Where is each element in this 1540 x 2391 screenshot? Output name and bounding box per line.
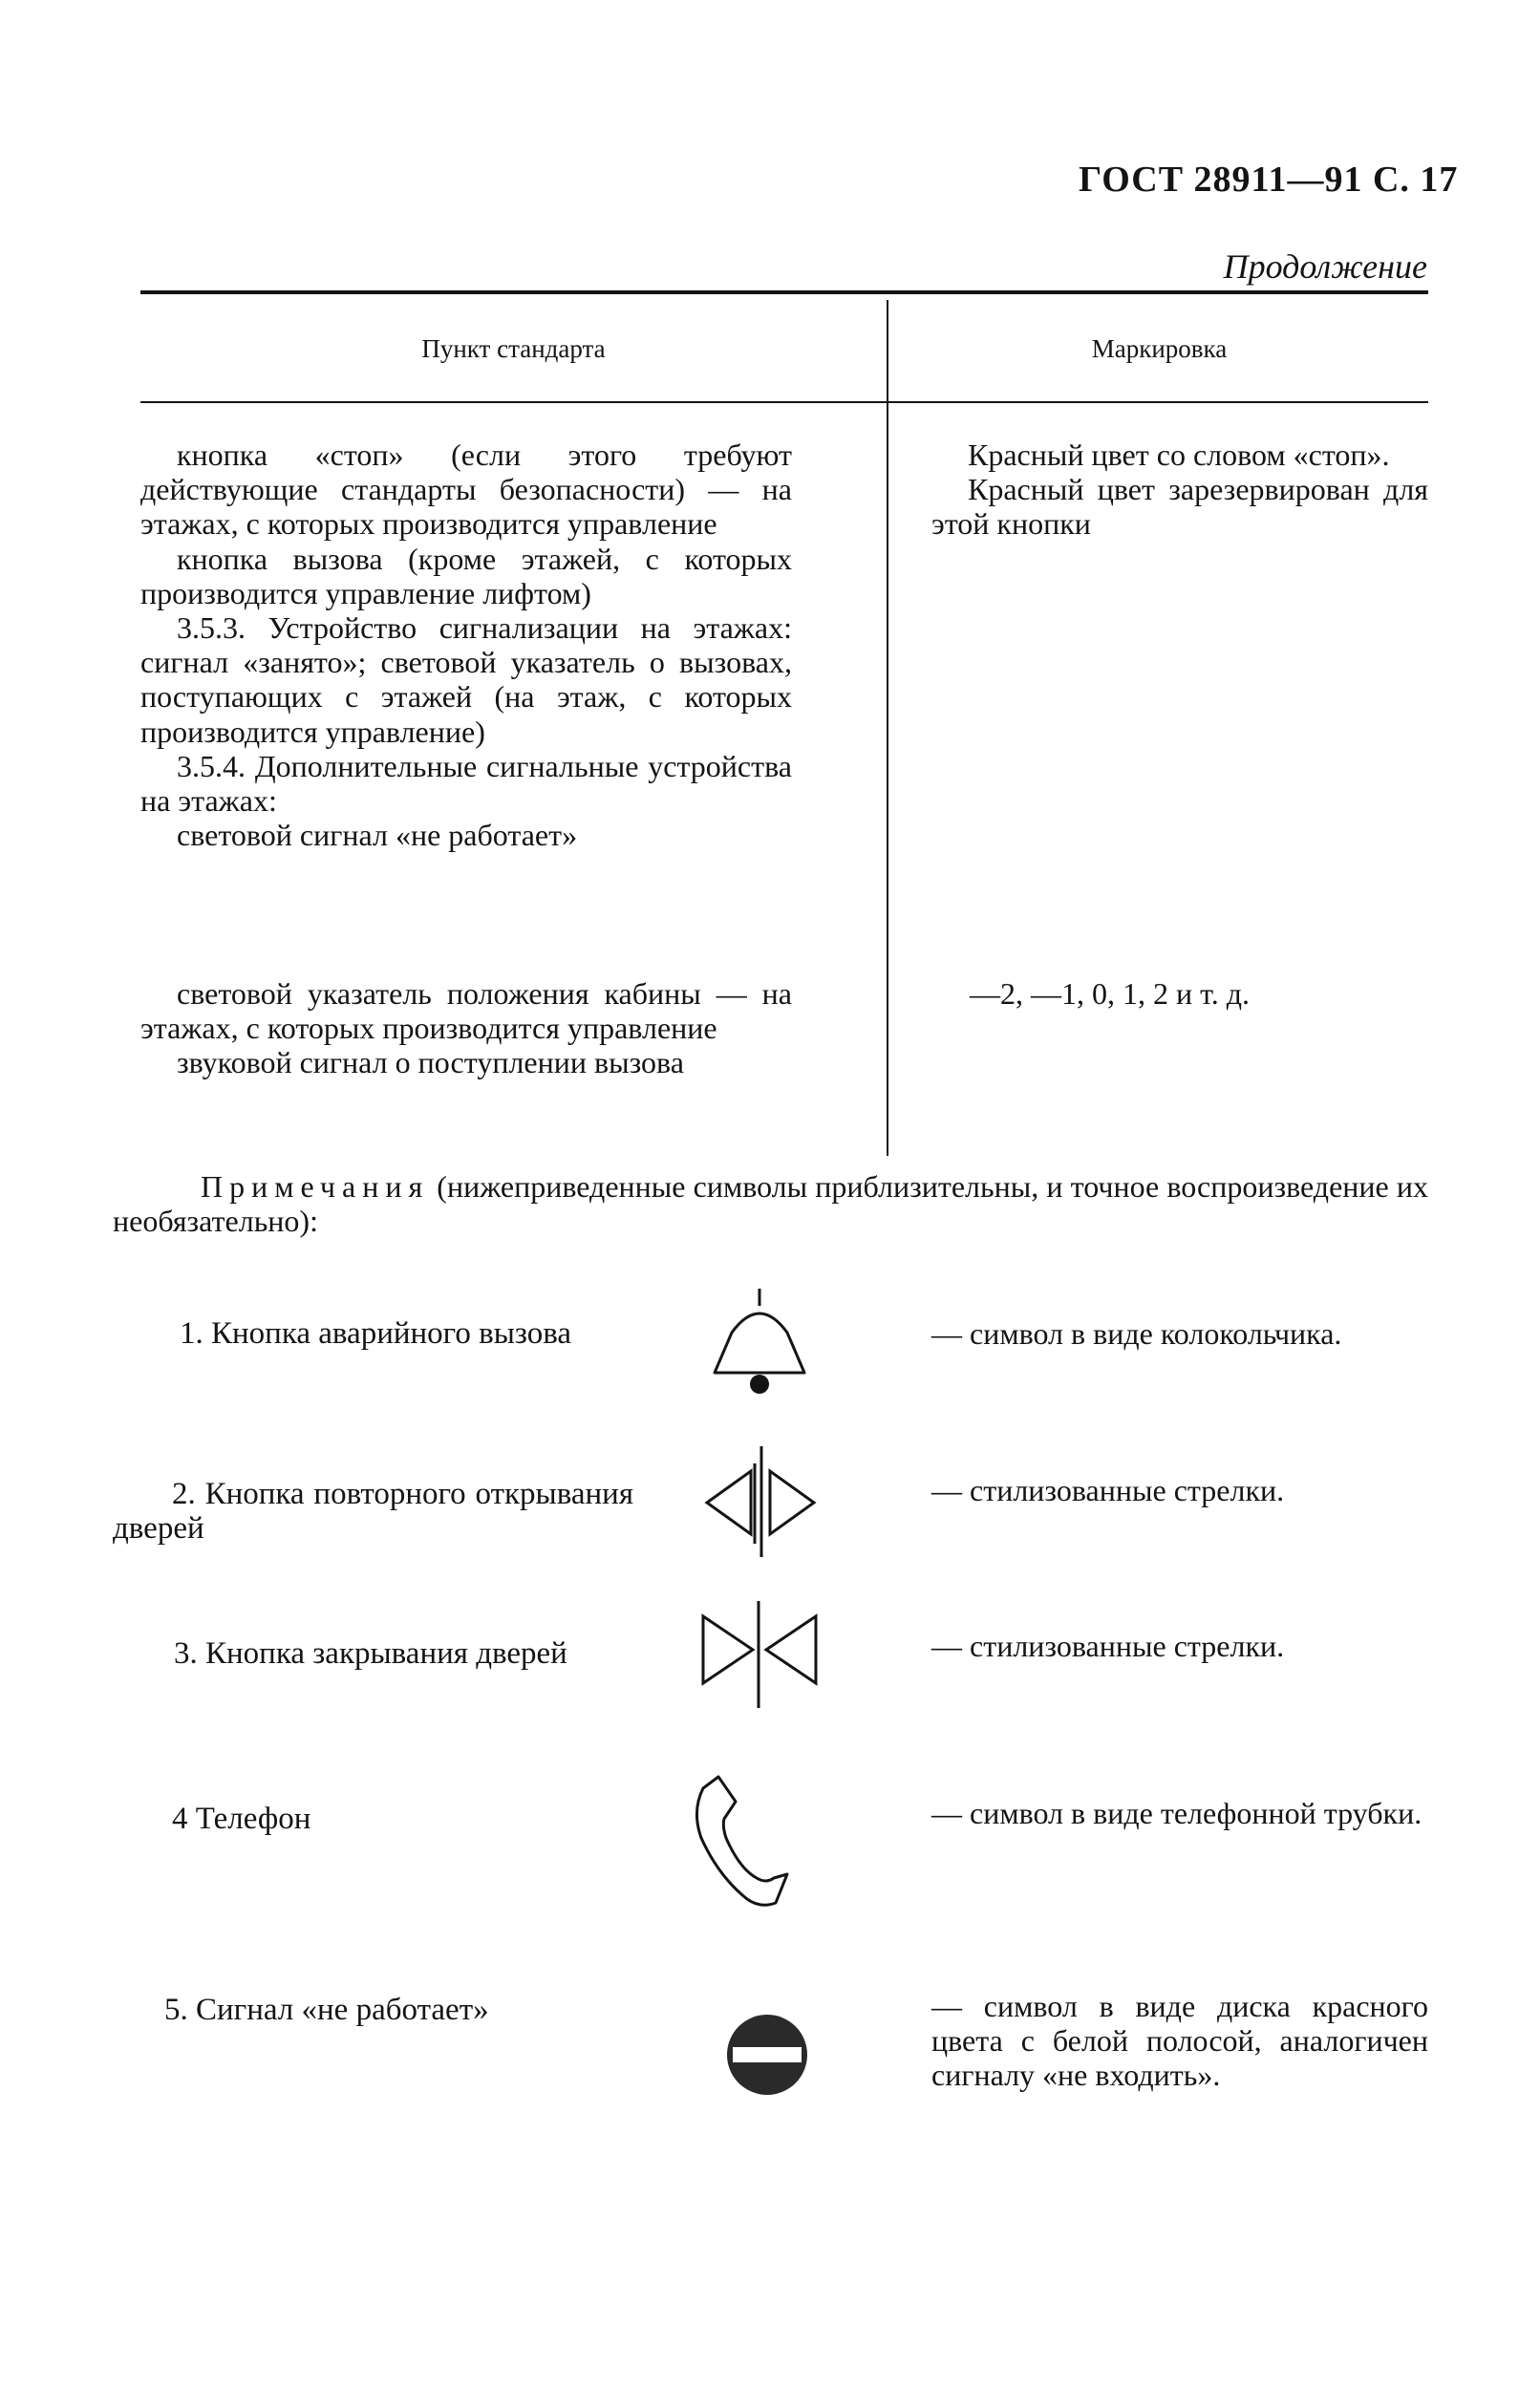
left-column bbox=[140, 438, 792, 852]
note-5-desc: — символ в виде диска красного цвета с белой полосой, аналогичен сигналу «не входить». bbox=[931, 1989, 1428, 2093]
note-4-desc: — символ в виде телефонной трубки. bbox=[931, 1796, 1422, 1830]
marking-floor-numbers: —2, —1, 0, 1, 2 и т. д. bbox=[970, 976, 1250, 1011]
note-3-desc: — стилизованные стрелки. bbox=[931, 1629, 1285, 1663]
clause-3-5-4: 3.5.4. Дополнительные сигнальные устройства на этажах: bbox=[140, 748, 792, 819]
notes-intro bbox=[113, 1169, 1428, 1238]
note-2-label: 2. Кнопка повторного открывания дверей bbox=[113, 1477, 633, 1547]
bell-icon bbox=[703, 1285, 816, 1405]
continuation-label: Продолжение bbox=[1223, 247, 1427, 286]
clause-out-of-order-signal: световой сигнал «не работает» bbox=[177, 818, 578, 853]
telephone-icon bbox=[680, 1769, 793, 1912]
clause-3-5-3: 3.5.3. Устройство сигнализации на этажах: сигнал «занято»; световой указатель о вызовах, поступающих с этажей (на этаж, с которых производится управление) bbox=[140, 610, 792, 749]
note-3-label: 3. Кнопка закрывания дверей bbox=[174, 1636, 567, 1671]
note-1-desc: — символ в виде колокольчика. bbox=[931, 1316, 1342, 1351]
clause-cabin-position-indicator: световой указатель положения кабины — на этажах, с которых производится управление bbox=[140, 976, 792, 1046]
document-code: ГОСТ 28911—91 С. 17 bbox=[1079, 160, 1459, 200]
notes-label: Примечания bbox=[201, 1169, 430, 1204]
note-1-label: 1. Кнопка аварийного вызова bbox=[180, 1316, 572, 1351]
notes-intro-text: (нижеприведенные символы приблизительны, и точное воспроизведение их необязательно): bbox=[113, 1169, 1429, 1239]
door-close-arrows-icon bbox=[697, 1597, 822, 1712]
no-entry-disc-icon bbox=[724, 2012, 810, 2098]
marking-stop-red: Красный цвет со словом «стоп». bbox=[968, 438, 1390, 472]
column-header-standard-clause: Пункт стандарта bbox=[421, 334, 606, 363]
door-open-arrows-icon bbox=[701, 1442, 820, 1561]
left-column-lower bbox=[140, 976, 792, 1080]
note-2-desc: — стилизованные стрелки. bbox=[931, 1473, 1285, 1507]
table-column-divider bbox=[887, 300, 888, 1156]
right-column bbox=[931, 438, 1428, 542]
table-header-rule bbox=[140, 401, 1428, 403]
clause-call-sound-signal: звуковой сигнал о поступлении вызова bbox=[177, 1045, 684, 1080]
table-top-rule bbox=[140, 290, 1428, 294]
marking-red-reserved: Красный цвет зарезервирован для этой кнопки bbox=[931, 472, 1428, 542]
clause-call-button: кнопка вызова (кроме этажей, с которых производится управление лифтом) bbox=[140, 541, 792, 610]
clause-stop-button: кнопка «стоп» (если этого требуют действующие стандарты безопасности) — на этажах, с которых производится управление bbox=[140, 438, 792, 542]
note-5-label: 5. Сигнал «не работает» bbox=[164, 1993, 489, 2027]
note-4-label: 4 Телефон bbox=[172, 1802, 311, 1836]
column-header-marking: Маркировка bbox=[1091, 334, 1228, 363]
